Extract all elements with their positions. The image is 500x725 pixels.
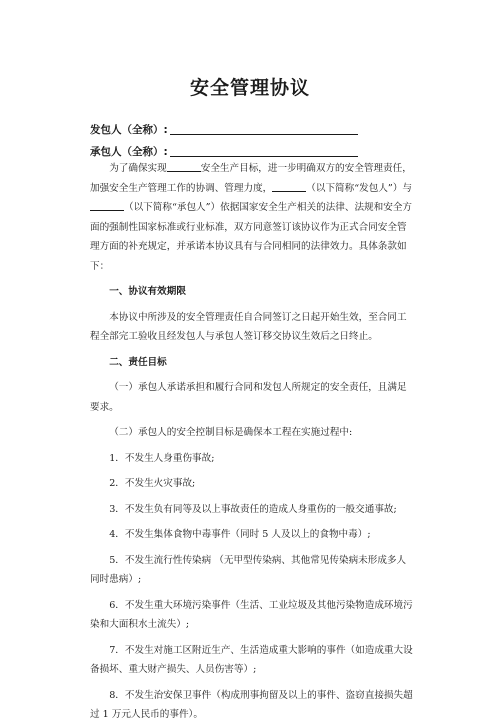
intro-text-4: （以下简称“承包人”）依据国家安全生产相关的法律、法规和安全方面的强制性国家标准或行业标准，双方同意签订该协议作为正式合同安全管理方面的补充规定，并承诺本协议具有与合同相同的法律效力。具体条款如下： — [90, 202, 413, 272]
employer-label: 发包人（全称）: — [90, 124, 168, 136]
document-body — [90, 159, 415, 725]
intro-blank-1 — [167, 171, 201, 172]
list-item-1: 1．不发生人身重伤事故; — [109, 452, 215, 464]
document-title: 安全管理协议 — [189, 77, 310, 99]
section2-sub2: （二）承包人的安全控制目标是确保本工程在实施过程中: — [109, 427, 353, 438]
section1-text: 本协议中所涉及的安全管理责任自合同签订之日起开始生效，至合同工程全部完工验收且经发包人与承包人签订移交协议生效后之日终止。 — [90, 311, 407, 342]
list-item-2: 2．不发生火灾事故; — [109, 478, 196, 489]
intro-blank-3 — [90, 210, 124, 211]
employer-blank-line — [170, 134, 358, 135]
list-item-3: 3．不发生负有同等及以上事故责任的造成人身重伤的一般交通事故; — [109, 503, 397, 515]
intro-text-2: 安全生产目标，进一步明确双方的安全管理责任，加强安全生产管理工作的协调、管理力度， — [90, 163, 412, 194]
list-item-7: 7．不发生对施工区附近生产、生活造成重大影响的事件（如造成重大设备损坏、重大财产损失、人员伤害等）; — [90, 644, 413, 675]
intro-text-1: 为了确保实现 — [109, 163, 167, 174]
contractor-blank-line — [170, 156, 358, 157]
section2-heading: 二、责任目标 — [109, 356, 167, 368]
intro-blank-2 — [272, 191, 306, 192]
contractor-label: 承包人（全称）: — [90, 146, 168, 158]
employer-field — [90, 122, 358, 137]
contractor-field — [90, 144, 358, 159]
intro-text-3: （以下简称“发包人”）与 — [306, 182, 413, 194]
list-item-6: 6．不发生重大环境污染事件（生活、工业垃圾及其他污染物造成环境污染和大面积水土流失）; — [90, 599, 413, 630]
intro-paragraph — [90, 159, 415, 276]
list-item-5: 5．不发生流行性传染病 （无甲型传染病、其他常见传染病未形成多人同时患病）; — [90, 554, 407, 585]
list-item-8: 8．不发生治安保卫事件（构成刑事拘留及以上的事件、盗窃直接损失超过 1 万元人民币的事件）。 — [90, 689, 413, 720]
list-item-4: 4．不发生集体食物中毒事件（同时 5 人及以上的食物中毒）; — [109, 529, 371, 540]
section1-heading: 一、协议有效期限 — [109, 286, 186, 297]
section2-sub1: （一）承包人承诺承担和履行合同和发包人所规定的安全责任，且满足要求。 — [90, 382, 407, 413]
